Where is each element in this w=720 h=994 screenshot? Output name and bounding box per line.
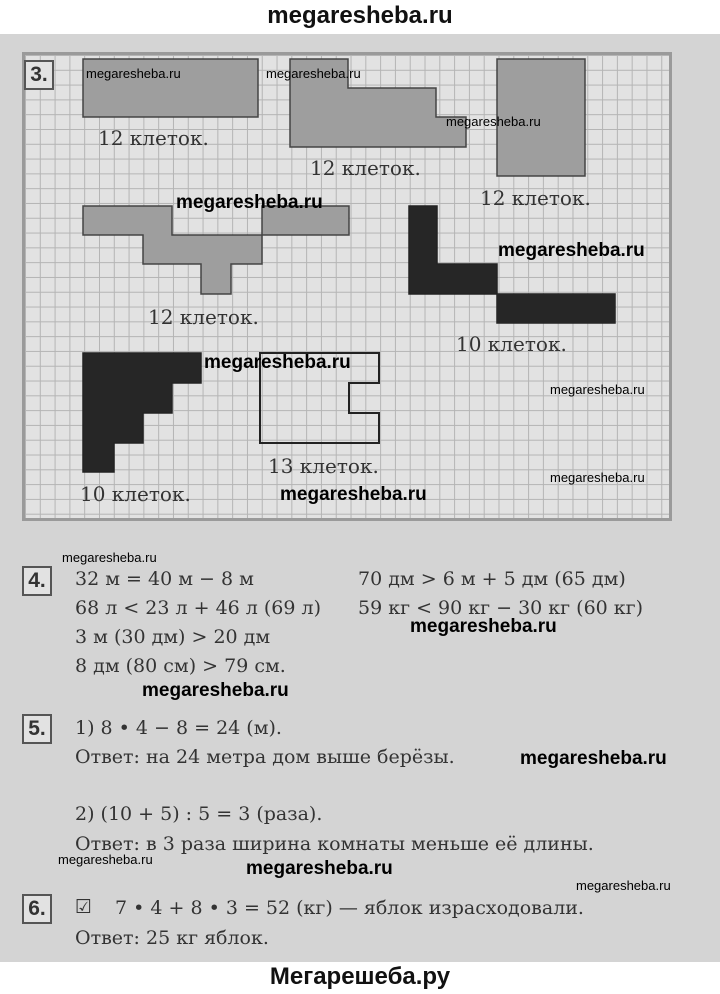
watermark: megaresheba.ru [176, 192, 323, 213]
figure-dark-staircase [83, 353, 201, 472]
site-header[interactable]: megaresheba.ru [267, 2, 453, 29]
task-3-number: 3. [24, 60, 54, 90]
figure-label-1: 12 клеток. [98, 126, 209, 150]
watermark: megaresheba.ru [204, 352, 351, 373]
task-4-number: 4. [22, 566, 52, 596]
task5-line-2: Ответ: на 24 метра дом выше берёзы. [75, 746, 455, 768]
checkbox-icon: ☑ [75, 896, 93, 918]
watermark: megaresheba.ru [446, 114, 541, 129]
task-5-number: 5. [22, 714, 52, 744]
task4-left-line-4: 8 дм (80 см) > 79 см. [75, 655, 286, 677]
watermark: megaresheba.ru [58, 852, 153, 867]
watermark: megaresheba.ru [550, 382, 645, 397]
figure-label-4: 12 клеток. [148, 305, 259, 329]
task4-left-line-3: 3 м (30 дм) > 20 дм [75, 626, 271, 648]
watermark: megaresheba.ru [498, 240, 645, 261]
watermark: megaresheba.ru [86, 66, 181, 81]
watermark: megaresheba.ru [246, 858, 393, 879]
site-footer-brand[interactable]: Мегарешеба.ру [269, 963, 451, 990]
watermark: megaresheba.ru [410, 616, 557, 637]
figure-label-5: 10 клеток. [456, 332, 567, 356]
task6-line-1: 7 • 4 + 8 • 3 = 52 (кг) — яблок израсходовали. [115, 897, 584, 919]
figure-label-3: 12 клеток. [480, 186, 591, 210]
figure-label-6: 10 клеток. [80, 482, 191, 506]
task4-right-line-2: 59 кг < 90 кг − 30 кг (60 кг) [358, 597, 644, 619]
task4-left-line-1: 32 м = 40 м − 8 м [75, 568, 254, 590]
watermark: megaresheba.ru [142, 680, 289, 701]
task4-left-line-2: 68 л < 23 л + 46 л (69 л) [75, 597, 322, 619]
watermark: megaresheba.ru [520, 748, 667, 769]
task-6-number: 6. [22, 894, 52, 924]
task4-right-line-1: 70 дм > 6 м + 5 дм (65 дм) [358, 568, 626, 590]
figure-label-2: 12 клеток. [310, 156, 421, 180]
task5-line-4: Ответ: в 3 раза ширина комнаты меньше её длины. [75, 833, 594, 855]
watermark: megaresheba.ru [550, 470, 645, 485]
task5-line-3: 2) (10 + 5) : 5 = 3 (раза). [75, 803, 323, 825]
watermark: megaresheba.ru [576, 878, 671, 893]
task6-line-2: Ответ: 25 кг яблок. [75, 927, 269, 949]
figure-cross [83, 206, 349, 294]
watermark: megaresheba.ru [62, 550, 157, 565]
figure-dark-zigzag-part [497, 294, 615, 323]
figure-label-7: 13 клеток. [268, 454, 379, 478]
watermark: megaresheba.ru [266, 66, 361, 81]
watermark: megaresheba.ru [280, 484, 427, 505]
task5-line-1: 1) 8 • 4 − 8 = 24 (м). [75, 717, 282, 739]
